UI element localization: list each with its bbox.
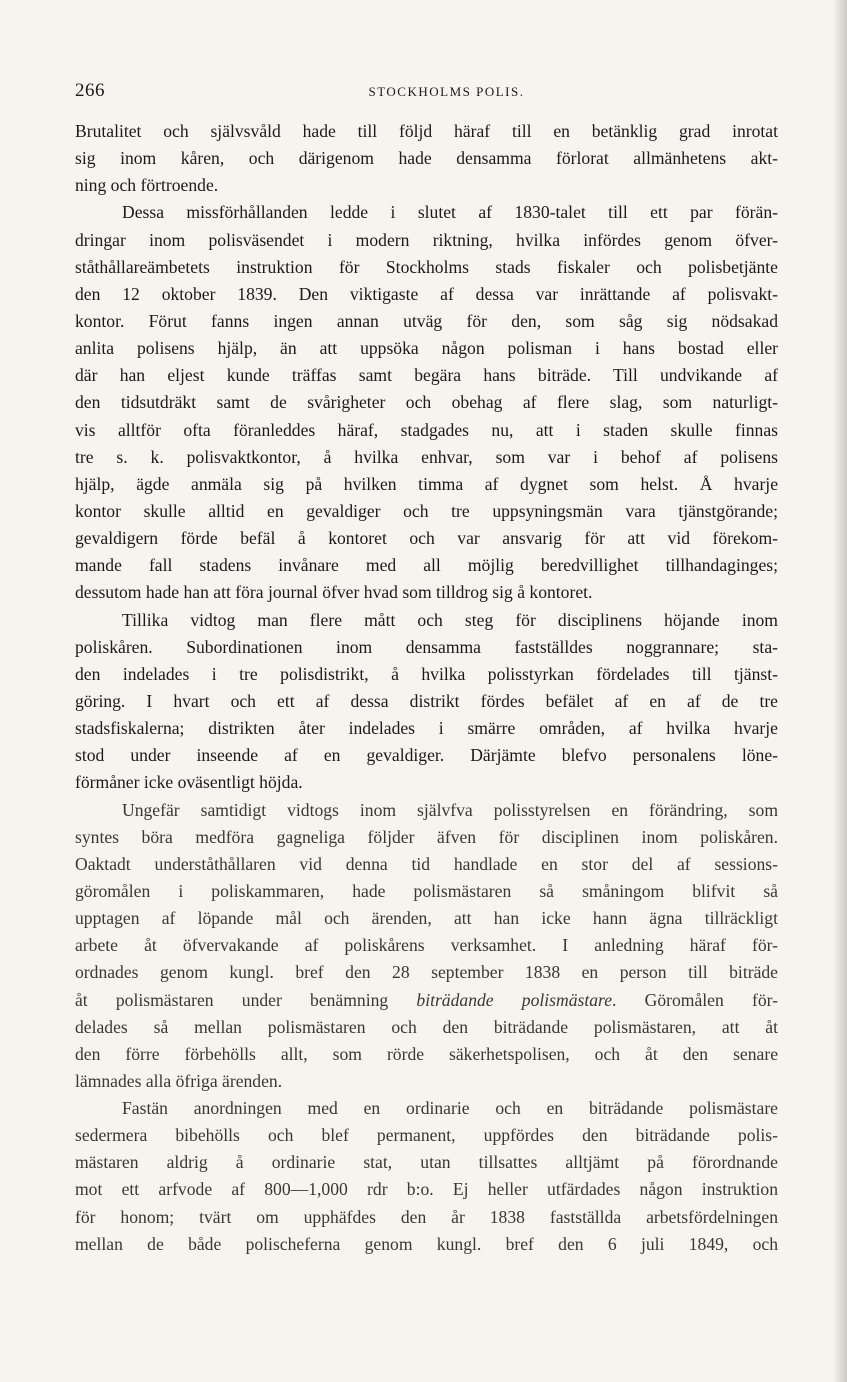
text-line: mande fall stadens invånare med all möjlig beredvillighet tillhandaginges;: [75, 555, 778, 576]
text-line: förmåner icke oväsentligt höjda.: [75, 772, 303, 793]
text-line: mot ett arfvode af 800—1,000 rdr b:o. Ej heller utfärdades någon instruktion: [75, 1179, 778, 1200]
running-head: STOCKHOLMS POLIS.: [368, 84, 525, 99]
text-line: lämnades alla öfriga ärenden.: [75, 1070, 283, 1091]
text-line: Oaktadt underståthållaren vid denna tid handlade en stor del af sessions-: [75, 853, 778, 874]
paragraph: [75, 199, 778, 606]
text-line: tre s. k. polisvaktkontor, å hvilka enhvar, som var i behof af polisens: [75, 446, 778, 467]
text-line: för honom; tvärt om upphäfdes den år 1838 fastställda arbetsfördelningen: [75, 1206, 778, 1227]
text-line: syntes böra medföra gagneliga följder äfven för disciplinen inom poliskåren.: [75, 826, 778, 847]
text-line: den 12 oktober 1839. Den viktigaste af dessa var inrättande af polisvakt-: [75, 283, 778, 304]
text-line: poliskåren. Subordinationen inom densamma fastställdes noggrannare; sta-: [75, 636, 778, 657]
text-line: hjälp, ägde anmäla sig på hvilken timma af dygnet som helst. Å hvarje: [75, 473, 778, 494]
paragraph: [75, 607, 778, 797]
text-line: Dessa missförhållanden ledde i slutet af 1830-talet till ett par förän-: [122, 202, 778, 223]
text-line: Tillika vidtog man flere mått och steg för disciplinens höjande inom: [122, 609, 778, 630]
body-text: [75, 118, 778, 1258]
text-line: Ungefär samtidigt vidtogs inom självfva polisstyrelsen en förändring, som: [122, 799, 778, 820]
text-line: ning och förtroende.: [75, 175, 219, 196]
text-line: sedermera bibehölls och blef permanent, uppfördes den biträdande polis-: [75, 1125, 778, 1146]
text-line: vis alltför ofta föranleddes häraf, stadgades nu, att i staden skulle finnas: [75, 419, 778, 440]
text-line: stod under inseende af en gevaldiger. Därjämte blefvo personalens löne-: [75, 745, 778, 766]
text-segment: åt polismästaren under benämning: [75, 989, 417, 1010]
text-line: mästaren aldrig å ordinarie stat, utan tillsattes alltjämt på förordnande: [75, 1152, 778, 1173]
text-segment: . Göromålen för-: [612, 989, 778, 1010]
text-line: ordnades genom kungl. bref den 28 september 1838 en person till biträde: [75, 962, 778, 983]
text-line: den indelades i tre polisdistrikt, å hvilka polisstyrkan fördelades till tjänst-: [75, 663, 778, 684]
text-line: göring. I hvart och ett af dessa distrikt fördes befälet af en af de tre: [75, 690, 778, 711]
paragraph: [75, 118, 778, 199]
text-line: dessutom hade han att föra journal öfver hvad som tilldrog sig å kontoret.: [75, 582, 593, 603]
text-line: stadsfiskalerna; distrikten åter indelades i smärre områden, af hvilka hvarje: [75, 718, 778, 739]
text-line: sig inom kåren, och därigenom hade densamma förlorat allmänhetens akt-: [75, 148, 778, 169]
paragraph: [75, 1095, 778, 1258]
text-line: dringar inom polisväsendet i modern riktning, hvilka infördes genom öfver-: [75, 229, 778, 250]
text-line: gevaldigern förde befäl å kontoret och var ansvarig för att vid förekom-: [75, 528, 778, 549]
text-line: den tidsutdräkt samt de svårigheter och obehag af flere slag, som naturligt-: [75, 392, 778, 413]
text-line: kontor. Förut fanns ingen annan utväg för den, som såg sig nödsakad: [75, 310, 778, 331]
text-line: delades så mellan polismästaren och den biträdande polismästaren, att åt: [75, 1016, 778, 1037]
text-line: arbete åt öfvervakande af poliskårens verksamhet. I anledning häraf för-: [75, 935, 778, 956]
text-line-with-italic: [75, 987, 778, 1014]
page-edge-shadow: [833, 0, 847, 1382]
text-line: kontor skulle alltid en gevaldiger och tre uppsyningsmän vara tjänstgörande;: [75, 500, 778, 521]
text-line: Brutalitet och självsvåld hade till följd häraf till en betänklig grad inrotat: [75, 121, 778, 141]
text-line: Fastän anordningen med en ordinarie och en biträdande polismästare: [122, 1098, 778, 1119]
text-line: ståthållareämbetets instruktion för Stockholms stads fiskaler och polisbetjänte: [75, 256, 778, 277]
text-line: den förre förbehölls allt, som rörde säkerhetspolisen, och åt den senare: [75, 1043, 778, 1064]
text-line: upptagen af löpande mål och ärenden, att han icke hann ägna tillräckligt: [75, 908, 778, 929]
paragraph: [75, 797, 778, 1096]
text-line: där han eljest kunde träffas samt begära hans biträde. Till undvikande af: [75, 365, 778, 386]
page-header: [75, 80, 778, 104]
text-line: mellan de både polischeferna genom kungl. bref den 6 juli 1849, och: [75, 1233, 778, 1254]
text-line: göromålen i poliskammaren, hade polismästaren så småningom blifvit så: [75, 880, 778, 901]
text-line: anlita polisens hjälp, än att uppsöka någon polisman i hans bostad eller: [75, 338, 778, 359]
page-number: 266: [75, 80, 105, 101]
italic-term: biträdande polismästare: [416, 989, 613, 1010]
